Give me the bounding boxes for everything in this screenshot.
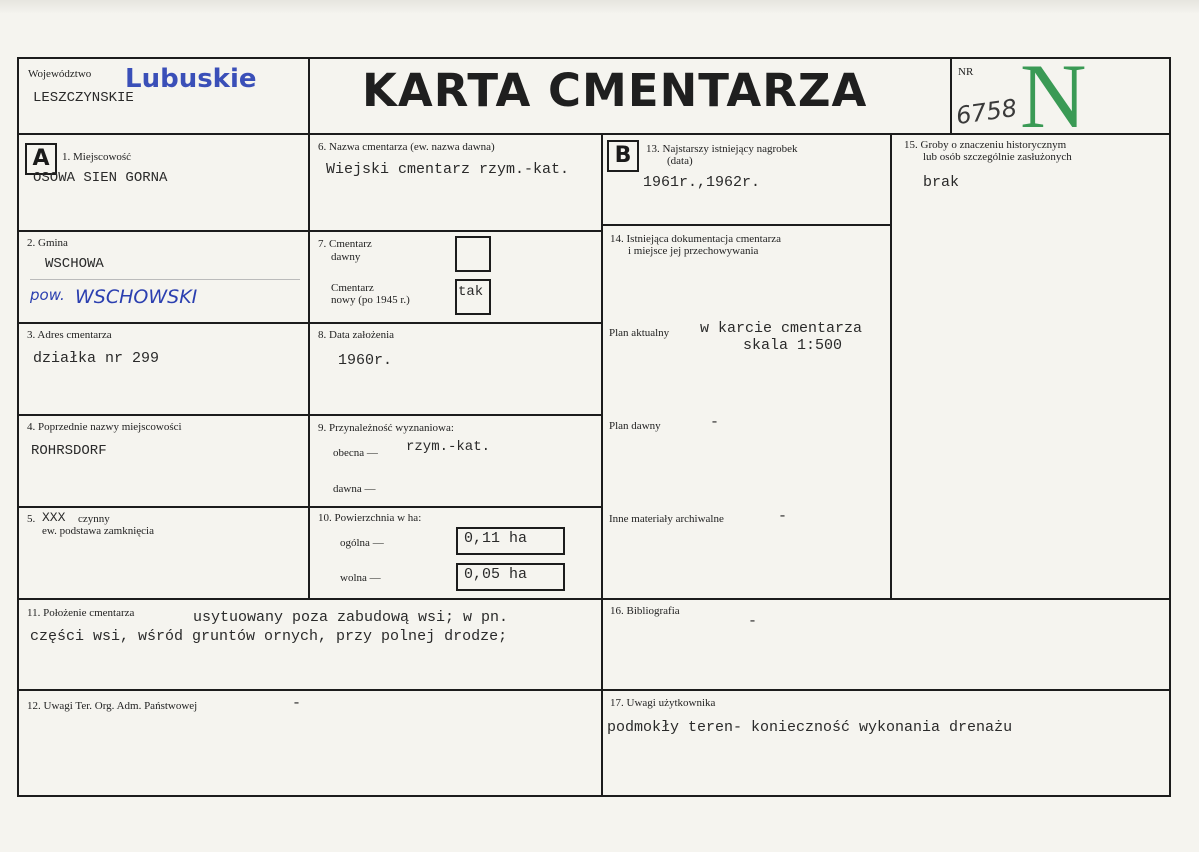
field-10-total-value: 0,11 ha (464, 530, 528, 547)
field-2-handwritten: WSCHOWSKI (75, 286, 198, 308)
field-2-hand-prefix: pow. (30, 286, 65, 304)
field-11-label: 11. Położenie cmentarza (27, 607, 135, 619)
field-7-label: 7. Cmentarz (318, 238, 372, 250)
section-b-letter: B (607, 140, 639, 172)
nr-label: NR (958, 66, 974, 78)
row-line-2 (17, 322, 603, 324)
field-16-value: - (748, 613, 758, 630)
field-7-new-label-2: nowy (po 1945 r.) (331, 294, 410, 306)
voivodeship-typed: LESZCZYNSKIE (33, 90, 134, 106)
field-15-value: brak (923, 174, 960, 191)
field-2-value: WSCHOWA (45, 256, 104, 272)
field-9-current-label: obecna — (333, 447, 378, 459)
other-materials-value: - (778, 508, 788, 525)
field-2-label: 2. Gmina (27, 237, 68, 249)
field-5-overtype: XXX (42, 510, 66, 525)
frame-top (17, 57, 1171, 59)
field-17-value: podmokły teren- konieczność wykonania drenażu (607, 719, 1013, 736)
field-1-label: 1. Miejscowość (62, 151, 132, 163)
plan-current-value-1: w karcie cmentarza (700, 320, 863, 337)
field-4-label: 4. Poprzednie nazwy miejscowości (27, 421, 182, 433)
frame-right (1169, 57, 1171, 797)
field-13-label-1: 13. Najstarszy istniejący nagrobek (646, 143, 798, 155)
field-13-value: 1961r.,1962r. (643, 174, 761, 191)
field-14-label-1: 14. Istniejąca dokumentacja cmentarza (610, 233, 782, 245)
col-divider-ab (601, 135, 603, 797)
field-11-line-2: części wsi, wśród gruntów ornych, przy polnej drodze; (30, 628, 508, 645)
row-line-3 (17, 414, 603, 416)
field-16-label: 16. Bibliografia (610, 605, 680, 617)
field-5-label-active: czynny (78, 513, 110, 525)
field-10-free-value: 0,05 ha (464, 566, 528, 583)
section-a-letter: A (25, 143, 57, 175)
field-12-label: 12. Uwagi Ter. Org. Adm. Państwowej (27, 700, 198, 712)
field-12-value: - (292, 695, 302, 712)
col-divider-b (890, 135, 892, 600)
field-7-old-checkbox (455, 236, 491, 272)
field-9-label: 9. Przynależność wyznaniowa: (318, 422, 454, 434)
field-14-label-2: i miejsce jej przechowywania (628, 245, 759, 257)
nr-handwritten: 6758 (954, 93, 1019, 131)
field-5-label-num: 5. (27, 513, 36, 525)
category-letter: N (1020, 45, 1087, 147)
field-13-label-2: (data) (667, 155, 693, 167)
header-bottom-line (17, 133, 1171, 135)
field-7-old-label: dawny (331, 251, 361, 263)
field-17-label: 17. Uwagi użytkownika (610, 697, 716, 709)
row-line-6 (17, 689, 1171, 691)
field-15-label-2: lub osób szczególnie zasłużonych (923, 151, 1072, 163)
plan-current-label: Plan aktualny (609, 327, 670, 339)
row-line-b1 (601, 224, 892, 226)
field-9-former-label: dawna — (333, 483, 376, 495)
field-2-underline (30, 279, 300, 280)
field-10-total-label: ogólna — (340, 537, 384, 549)
plan-current-value-2: skala 1:500 (743, 337, 843, 354)
row-line-1 (17, 230, 603, 232)
scan-shadow (0, 0, 1199, 14)
header-divider-2 (950, 57, 952, 135)
frame-left (17, 57, 19, 797)
field-9-current-value: rzym.-kat. (406, 439, 491, 455)
field-8-label: 8. Data założenia (318, 329, 395, 341)
field-10-free-label: wolna — (340, 572, 381, 584)
voivodeship-label: Województwo (28, 68, 92, 80)
field-6-value: Wiejski cmentarz rzym.-kat. (326, 161, 570, 178)
field-8-value: 1960r. (338, 352, 393, 369)
col-divider-a (308, 135, 310, 600)
plan-old-label: Plan dawny (609, 420, 661, 432)
field-7-new-label-1: Cmentarz (331, 282, 374, 294)
field-11-line-1: usytuowany poza zabudową wsi; w pn. (193, 609, 509, 626)
plan-old-value: - (710, 414, 720, 431)
voivodeship-handwritten: Lubuskie (125, 64, 257, 94)
row-line-5 (17, 598, 1171, 600)
field-7-new-value: tak (458, 284, 484, 300)
field-6-label: 6. Nazwa cmentarza (ew. nazwa dawna) (318, 141, 495, 153)
header-divider-1 (308, 57, 310, 135)
other-materials-label: Inne materiały archiwalne (609, 513, 724, 525)
field-3-value: działka nr 299 (33, 350, 160, 367)
field-4-value: ROHRSDORF (31, 443, 107, 459)
frame-bottom (17, 795, 1171, 797)
field-10-label: 10. Powierzchnia w ha: (318, 512, 422, 524)
row-line-4 (17, 506, 603, 508)
card-title: KARTA CMENTARZA (362, 64, 868, 117)
field-5-label-closure: ew. podstawa zamknięcia (42, 525, 154, 537)
field-1-value: OSOWA SIEN GORNA (33, 170, 168, 186)
field-3-label: 3. Adres cmentarza (27, 329, 112, 341)
field-15-label-1: 15. Groby o znaczeniu historycznym (904, 139, 1067, 151)
